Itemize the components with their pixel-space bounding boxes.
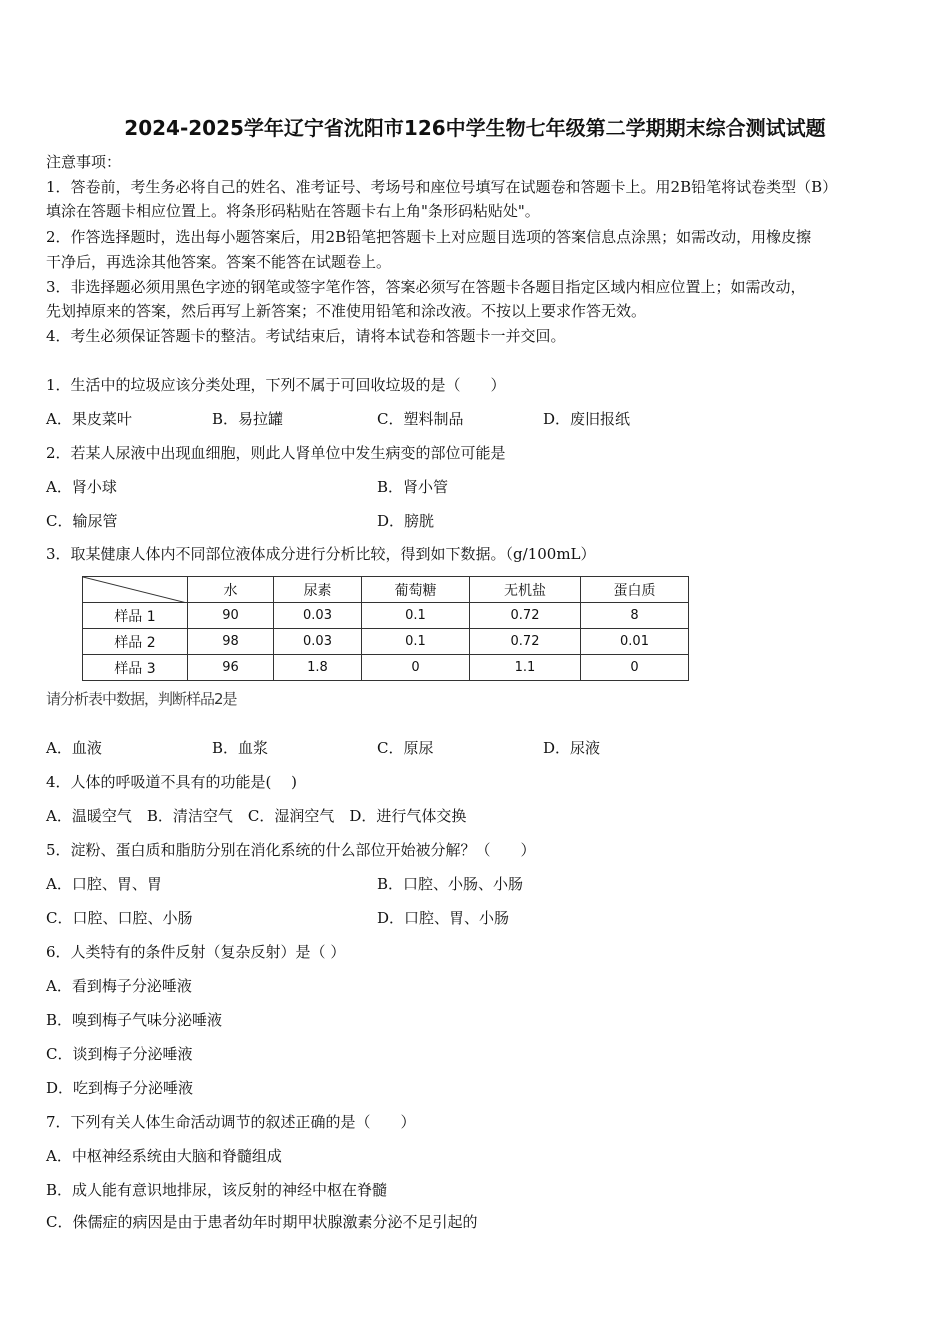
q2-option-b: B．肾小管	[377, 478, 449, 496]
q5-option-d: D．口腔、胃、小肠	[377, 909, 510, 927]
q3-option-d: D．尿液	[543, 739, 601, 757]
q2-option-c: C．输尿管	[46, 512, 118, 530]
table-cell: 96	[188, 655, 274, 681]
notice-line: 1．答卷前，考生务必将自己的姓名、准考证号、考场号和座位号填写在试题卷和答题卡上。用2B铅笔将试卷类型（B）	[46, 178, 838, 196]
q1-option-b: B．易拉罐	[212, 410, 284, 428]
notice-line: 2．作答选择题时，选出每小题答案后，用2B铅笔把答题卡上对应题目选项的答案信息点涂黑；如需改动，用橡皮擦	[46, 228, 812, 246]
table-cell: 0.01	[581, 629, 689, 655]
table-cell: 0.03	[274, 629, 362, 655]
table-caption: 请分析表中数据，判断样品2是	[46, 690, 237, 708]
q3-option-c: C．原尿	[377, 739, 434, 757]
table-row	[83, 655, 689, 681]
table-cell: 0.1	[362, 603, 470, 629]
table-cell: 0	[362, 655, 470, 681]
notice-line: 先划掉原来的答案，然后再写上新答案；不准使用铅笔和涂改液。不按以上要求作答无效。	[46, 302, 647, 320]
q6-option-b: B．嗅到梅子气味分泌唾液	[46, 1011, 223, 1029]
q7-option-a: A．中枢神经系统由大脑和脊髓组成	[46, 1147, 282, 1165]
row-label: 样品 1	[83, 603, 188, 629]
table-cell: 0.03	[274, 603, 362, 629]
q3-option-b: B．血浆	[212, 739, 269, 757]
table-cell: 8	[581, 603, 689, 629]
question-6-stem: 6．人类特有的条件反射（复杂反射）是（ ）	[46, 943, 346, 961]
question-3-stem: 3．取某健康人体内不同部位液体成分进行分析比较，得到如下数据。（g/100mL）	[46, 545, 596, 563]
table-cell: 98	[188, 629, 274, 655]
question-2-stem: 2．若某人尿液中出现血细胞，则此人肾单位中发生病变的部位可能是	[46, 444, 506, 462]
table-cell: 0.72	[470, 629, 581, 655]
notice-line: 4．考生必须保证答题卡的整洁。考试结束后，请将本试卷和答题卡一并交回。	[46, 327, 566, 345]
table-row	[83, 603, 689, 629]
q2-option-d: D．膀胱	[377, 512, 435, 530]
table-cell: 1.1	[470, 655, 581, 681]
question-5-stem: 5．淀粉、蛋白质和脂肪分别在消化系统的什么部位开始被分解？（ ）	[46, 841, 536, 859]
q6-option-c: C．谈到梅子分泌唾液	[46, 1045, 193, 1063]
q5-option-c: C．口腔、口腔、小肠	[46, 909, 193, 927]
table-cell: 90	[188, 603, 274, 629]
data-table	[82, 576, 689, 681]
q2-option-a: A．肾小球	[46, 478, 117, 496]
table-header: 葡萄糖	[362, 577, 470, 603]
table-header: 蛋白质	[581, 577, 689, 603]
row-label: 样品 3	[83, 655, 188, 681]
table-cell: 0.72	[470, 603, 581, 629]
table-header: 水	[188, 577, 274, 603]
question-4-stem: 4．人体的呼吸道不具有的功能是( )	[46, 773, 298, 791]
q6-option-d: D．吃到梅子分泌唾液	[46, 1079, 194, 1097]
q1-option-a: A．果皮菜叶	[46, 410, 132, 428]
q6-option-a: A．看到梅子分泌唾液	[46, 977, 192, 995]
table-cell: 0.1	[362, 629, 470, 655]
table-corner-cell	[83, 577, 188, 603]
q4-options: A．温暖空气 B．清洁空气 C．湿润空气 D．进行气体交换	[46, 807, 467, 825]
question-7-stem: 7．下列有关人体生命活动调节的叙述正确的是（ ）	[46, 1113, 416, 1131]
notice-line: 干净后，再选涂其他答案。答案不能答在试题卷上。	[46, 253, 392, 271]
q7-option-c: C．侏儒症的病因是由于患者幼年时期甲状腺激素分泌不足引起的	[46, 1213, 478, 1231]
table-row	[83, 629, 689, 655]
q7-option-b: B．成人能有意识地排尿，该反射的神经中枢在脊髓	[46, 1181, 388, 1199]
q1-option-d: D．废旧报纸	[543, 410, 631, 428]
q3-option-a: A．血液	[46, 739, 102, 757]
notice-line: 3．非选择题必须用黑色字迹的钢笔或签字笔作答，答案必须写在答题卡各题目指定区域内相应位置上；如需改动，	[46, 278, 806, 296]
notice-line: 填涂在答题卡相应位置上。将条形码粘贴在答题卡右上角"条形码粘贴处"。	[46, 202, 540, 220]
page-title: 2024-2025学年辽宁省沈阳市126中学生物七年级第二学期期末综合测试试题	[124, 116, 826, 140]
q5-option-a: A．口腔、胃、胃	[46, 875, 162, 893]
table-header: 无机盐	[470, 577, 581, 603]
question-1-stem: 1．生活中的垃圾应该分类处理，下列不属于可回收垃圾的是（ ）	[46, 376, 506, 394]
table-cell: 1.8	[274, 655, 362, 681]
table-header: 尿素	[274, 577, 362, 603]
diagonal-line	[83, 577, 187, 603]
row-label: 样品 2	[83, 629, 188, 655]
notice-heading: 注意事项：	[46, 153, 122, 171]
table-header-row	[83, 577, 689, 603]
table-cell: 0	[581, 655, 689, 681]
q1-option-c: C．塑料制品	[377, 410, 464, 428]
q5-option-b: B．口腔、小肠、小肠	[377, 875, 524, 893]
